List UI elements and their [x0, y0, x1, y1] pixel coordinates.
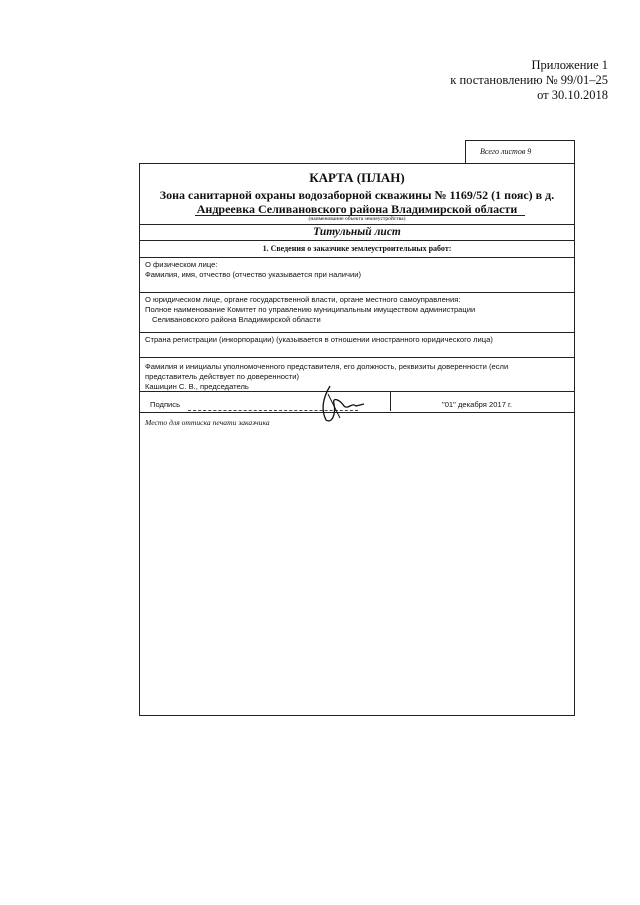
stamp-place-label: Место для оттиска печати заказчика: [145, 418, 270, 427]
object-name-line-1: Зона санитарной охраны водозаборной скважины № 1169/52 (1 пояс) в д.: [159, 188, 555, 202]
legal-entity-name-2: Селивановского района Владимирской области: [152, 315, 321, 324]
header-line-2: к постановлению № 99/01–25: [450, 73, 608, 87]
legal-entity-label: О юридическом лице, органе государственной власти, органе местного самоуправления:: [145, 295, 461, 304]
divider: [140, 332, 574, 333]
object-caption: (наименование объекта землеустройства): [308, 216, 406, 222]
divider-vertical: [390, 391, 391, 411]
representative-line-2: представитель действует по доверенности): [145, 372, 300, 381]
header-line-3: от 30.10.2018: [537, 88, 608, 102]
divider: [140, 292, 574, 293]
divider: [140, 357, 574, 358]
physical-person-label: О физическом лице:: [145, 260, 218, 269]
object-name-line-2: Андреевка Селивановского района Владимирской области: [196, 202, 518, 216]
handwritten-signature: [310, 384, 366, 424]
legal-entity-name-1: Полное наименование Комитет по управлению муниципальным имуществом администрации: [145, 305, 476, 314]
representative-name: Кашицин С. В., председатель: [145, 382, 249, 391]
divider: [140, 257, 574, 258]
document-header: [450, 58, 608, 103]
divider: [140, 224, 574, 225]
sheets-count-box: Всего листов 9: [465, 140, 575, 164]
title-sheet-frame: [139, 163, 575, 716]
registration-country: Страна регистрации (инкорпорации) (указывается в отношении иностранного юридического лица): [145, 335, 493, 344]
map-title: КАРТА (ПЛАН): [309, 170, 405, 185]
divider: [140, 240, 574, 241]
signature-label: Подпись: [150, 400, 181, 409]
signature-date: "01" декабря 2017 г.: [442, 400, 512, 409]
subtitle: Титульный лист: [313, 226, 401, 238]
physical-person-fio: Фамилия, имя, отчество (отчество указывается при наличии): [145, 270, 361, 279]
object-name: [140, 188, 574, 216]
section-heading: 1. Сведения о заказчике землеустроительных работ:: [262, 244, 452, 253]
representative-line-1: Фамилия и инициалы уполномоченного представителя, его должность, реквизиты доверенности (если: [145, 362, 509, 371]
header-line-1: Приложение 1: [531, 58, 608, 72]
